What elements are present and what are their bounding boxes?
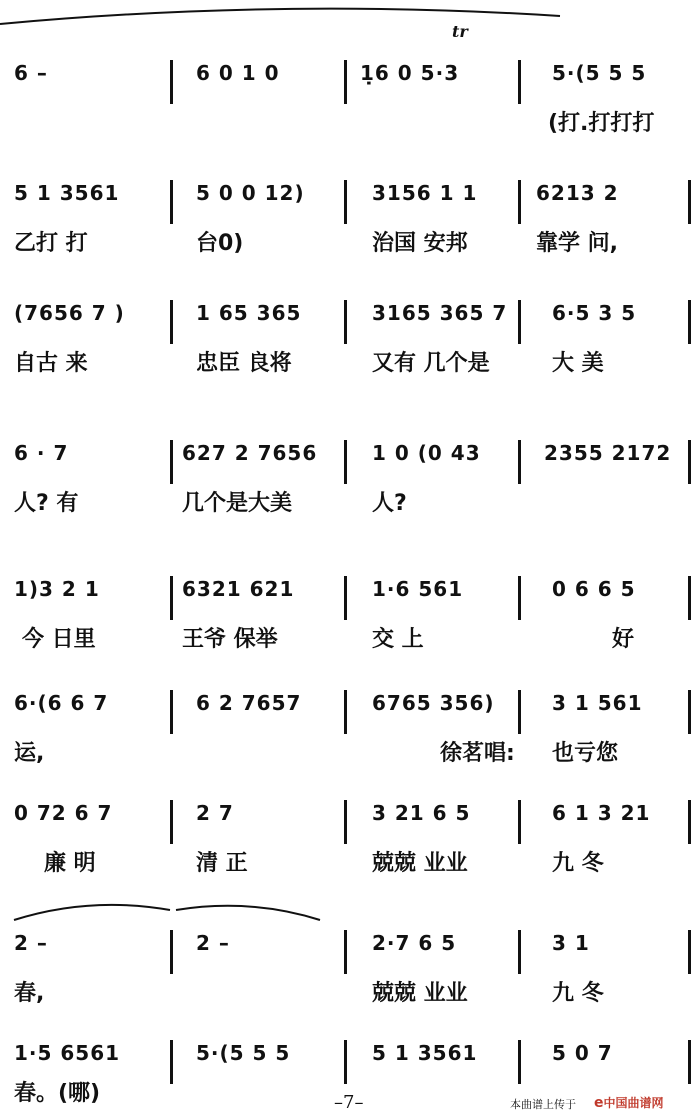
jianpu-notes: 0 6 6 5 (552, 577, 636, 601)
jianpu-notes: 3 21 6 5 (372, 801, 471, 825)
barline (344, 440, 347, 484)
long-tie-arc (0, 890, 700, 930)
jianpu-notes: 1̣6 0 5·3 (360, 61, 460, 85)
jianpu-notes: 2355 2172 (544, 441, 672, 465)
barline (170, 690, 173, 734)
lyric-line: 交 上 (372, 627, 424, 652)
lyric-line: 运, (14, 741, 45, 766)
barline (170, 1040, 173, 1084)
lyric-line: 人? (372, 491, 407, 516)
barline (344, 576, 347, 620)
barline (518, 1040, 521, 1084)
barline (688, 1040, 691, 1084)
jianpu-notes: 6 – (14, 61, 48, 85)
barline (344, 800, 347, 844)
lyric-line: 王爷 保举 (182, 627, 278, 652)
barline (344, 300, 347, 344)
lyric-line: 兢兢 业业 (372, 851, 468, 876)
lyric-line: 春, (14, 981, 45, 1006)
upload-note: 本曲谱上传于 (510, 1098, 576, 1111)
jianpu-notes: 2 7 (196, 801, 234, 825)
jianpu-notes: 1)3 2 1 (14, 577, 100, 601)
jianpu-notes: 5 0 0 12) (196, 181, 305, 205)
jianpu-notes: 6 · 7 (14, 441, 69, 465)
jianpu-notes: 1·5 6561 (14, 1041, 121, 1065)
jianpu-notes: 3 1 (552, 931, 590, 955)
barline (518, 576, 521, 620)
lyric-line: 今 日里 (22, 627, 96, 652)
jianpu-notes: 6 0 1 0 (196, 61, 280, 85)
lyric-line: 清 正 (196, 851, 248, 876)
lyric-line: 几个是大美 (182, 491, 293, 516)
jianpu-notes: 5 0 7 (552, 1041, 613, 1065)
jianpu-notes: (7656 7 ) (14, 301, 125, 325)
lyric-line: 兢兢 业业 (372, 981, 468, 1006)
page-number: –7– (334, 1092, 364, 1113)
barline (344, 1040, 347, 1084)
site-name: 中国曲谱网 (603, 1096, 664, 1110)
jianpu-notes: 6 1 3 21 (552, 801, 651, 825)
barline (688, 800, 691, 844)
barline (344, 180, 347, 224)
jianpu-notes: 3 1 561 (552, 691, 643, 715)
lyric-line: 也亏您 (552, 741, 619, 766)
lyric-line: 乙打 打 (14, 231, 88, 256)
barline (170, 576, 173, 620)
jianpu-notes: 6213 2 (536, 181, 619, 205)
jianpu-notes: 3165 365 7 (372, 301, 508, 325)
jianpu-notes: 1·6 561 (372, 577, 464, 601)
barline (344, 690, 347, 734)
lyric-line: 又有 几个是 (372, 351, 490, 376)
barline (688, 440, 691, 484)
barline (688, 930, 691, 974)
barline (170, 300, 173, 344)
jianpu-notes: 2 – (14, 931, 48, 955)
barline (170, 60, 173, 104)
lyric-line: 九 冬 (552, 981, 604, 1006)
barline (518, 930, 521, 974)
site-logo[interactable] (594, 1094, 664, 1111)
jianpu-notes: 5·(5 5 5 (552, 61, 647, 85)
lyric-line: 靠学 问, (536, 231, 619, 256)
top-tie-arc (0, 0, 700, 40)
jianpu-notes: 5·(5 5 5 (196, 1041, 291, 1065)
jianpu-notes: 1 0 (0 43 (372, 441, 481, 465)
barline (688, 690, 691, 734)
singer-label: 徐茗唱: (440, 741, 515, 766)
lyric-line: 廉 明 (44, 851, 96, 876)
logo-mark-icon: e (594, 1095, 604, 1111)
lyric-line: 人? 有 (14, 491, 79, 516)
jianpu-notes: 5 1 3561 (372, 1041, 478, 1065)
lyric-line: 大 美 (552, 351, 604, 376)
jianpu-notes: 6·(6 6 7 (14, 691, 109, 715)
lyric-line: (打.打打打 (548, 111, 655, 136)
barline (688, 576, 691, 620)
jianpu-notes: 627 2 7656 (182, 441, 318, 465)
lyric-line: 忠臣 良将 (196, 351, 292, 376)
trill-mark: tr (452, 22, 468, 41)
jianpu-notes: 6765 356) (372, 691, 495, 715)
barline (518, 180, 521, 224)
jianpu-notes: 6 2 7657 (196, 691, 302, 715)
lyric-line: 治国 安邦 (372, 231, 468, 256)
barline (518, 800, 521, 844)
jianpu-notes: 3156 1 1 (372, 181, 478, 205)
jianpu-notes: 5 1 3561 (14, 181, 120, 205)
lyric-line: 九 冬 (552, 851, 604, 876)
jianpu-notes: 6321 621 (182, 577, 295, 601)
barline (170, 930, 173, 974)
barline (170, 800, 173, 844)
barline (688, 180, 691, 224)
lyric-line: 台0) (196, 231, 244, 256)
jianpu-notes: 2 – (196, 931, 230, 955)
barline (170, 440, 173, 484)
lyric-line: 好 (612, 627, 635, 652)
barline (518, 690, 521, 734)
jianpu-notes: 0 72 6 7 (14, 801, 113, 825)
lyric-line: 春。(哪) (14, 1081, 101, 1106)
barline (344, 60, 347, 104)
jianpu-notes: 6·5 3 5 (552, 301, 637, 325)
barline (344, 930, 347, 974)
barline (518, 440, 521, 484)
barline (518, 300, 521, 344)
jianpu-notes: 2·7 6 5 (372, 931, 457, 955)
lyric-line: 自古 来 (14, 351, 88, 376)
barline (170, 180, 173, 224)
barline (518, 60, 521, 104)
barline (688, 300, 691, 344)
jianpu-notes: 1 65 365 (196, 301, 302, 325)
